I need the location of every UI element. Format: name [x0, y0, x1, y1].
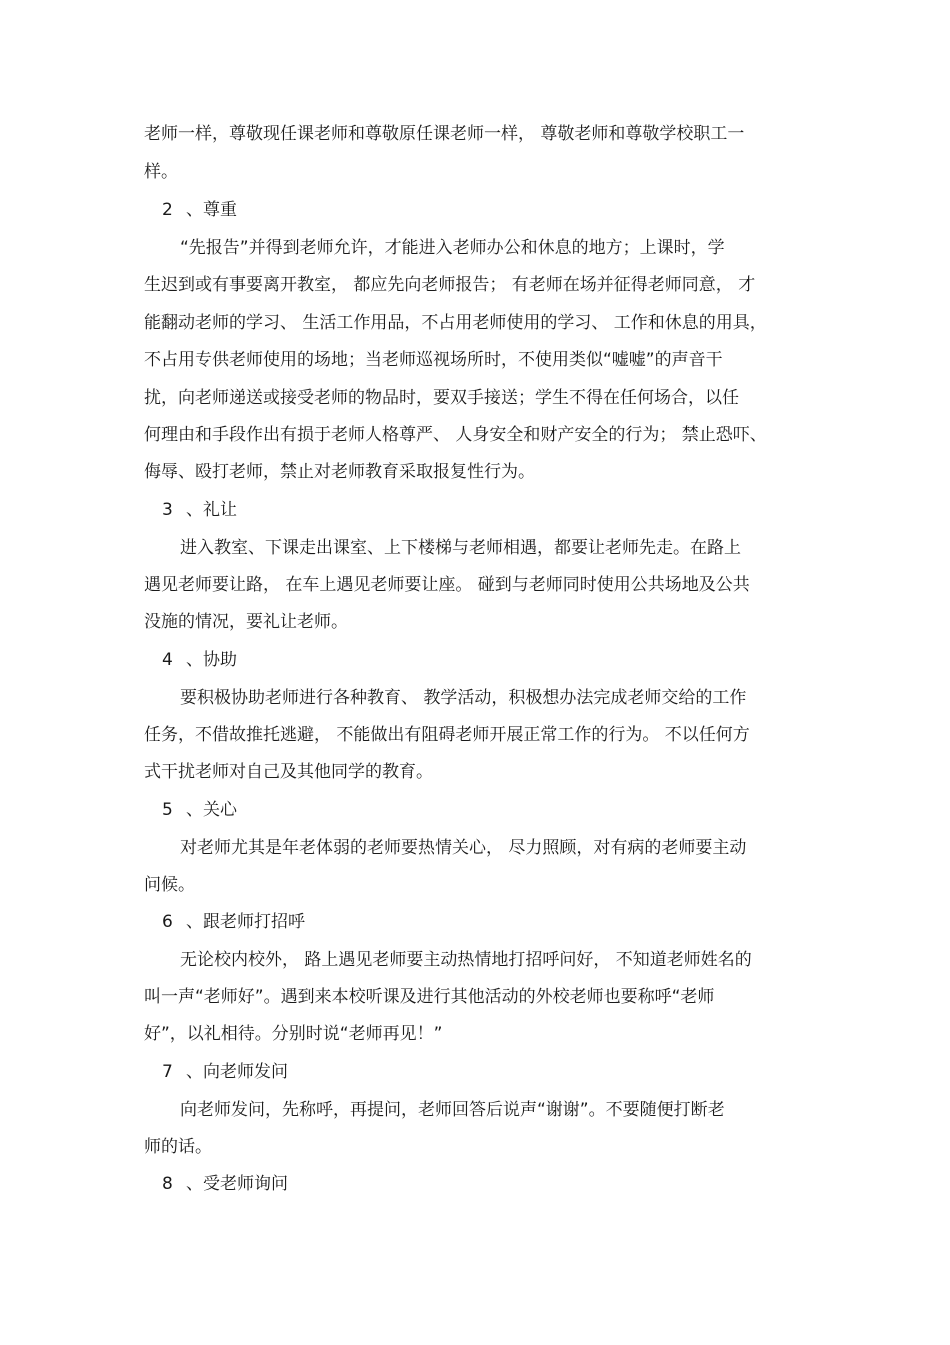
paragraph-line: 叫一声“老师好”。遇到来本校听课及进行其他活动的外校老师也要称呼“老师: [144, 987, 715, 1007]
paragraph-line: 样。: [144, 162, 178, 182]
section-title: 、向老师发问: [186, 1062, 288, 1082]
section-heading-7: [162, 1061, 828, 1083]
paragraph-line: 对老师尤其是年老体弱的老师要热情关心， 尽力照顾，对有病的老师要主动: [180, 838, 747, 858]
section-title: 、尊重: [186, 200, 237, 220]
paragraph-line: 何理由和手段作出有损于老师人格尊严、 人身安全和财产安全的行为； 禁止恐吓、: [144, 425, 767, 445]
paragraph-line: 能翻动老师的学习、 生活工作用品，不占用老师使用的学习、 工作和休息的用具，: [144, 313, 767, 333]
section-heading-5: [162, 799, 828, 821]
section-number: 8: [162, 1174, 173, 1194]
section-title: 、受老师询问: [186, 1174, 288, 1194]
paragraph-line: 进入教室、下课走出课室、上下楼梯与老师相遇，都要让老师先走。在路上: [180, 538, 741, 558]
paragraph-line: 老师一样，尊敬现任课老师和尊敬原任课老师一样， 尊敬老师和尊敬学校职工一: [144, 124, 745, 144]
paragraph-line: 没施的情况，要礼让老师。: [144, 612, 348, 632]
paragraph-line: “先报告”并得到老师允许，才能进入老师办公和休息的地方；上课时，学: [180, 238, 725, 258]
section-heading-8: [162, 1173, 828, 1195]
section-number: 6: [162, 912, 173, 932]
section-number: 7: [162, 1062, 173, 1082]
section-number: 3: [162, 500, 173, 520]
paragraph-line: 侮辱、殴打老师，禁止对老师教育采取报复性行为。: [144, 462, 535, 482]
section-number: 2: [162, 200, 173, 220]
paragraph-line: 遇见老师要让路， 在车上遇见老师要让座。 碰到与老师同时使用公共场地及公共: [144, 575, 750, 595]
section-heading-4: [162, 649, 828, 671]
section-title: 、协助: [186, 650, 237, 670]
paragraph-line: 无论校内校外， 路上遇见老师要主动热情地打招呼问好， 不知道老师姓名的: [180, 950, 752, 970]
paragraph-line: 不占用专供老师使用的场地；当老师巡视场所时，不使用类似“嘘嘘”的声音干: [144, 350, 723, 370]
section-title: 、关心: [186, 800, 237, 820]
paragraph-line: 问候。: [144, 875, 195, 895]
paragraph-line: 式干扰老师对自己及其他同学的教育。: [144, 762, 433, 782]
section-heading-2: [162, 199, 828, 221]
section-title: 、跟老师打招呼: [186, 912, 305, 932]
section-heading-6: [162, 911, 828, 933]
paragraph-line: 好”，以礼相待。分别时说“老师再见！”: [144, 1024, 443, 1044]
section-number: 5: [162, 800, 173, 820]
paragraph-line: 要积极协助老师进行各种教育、 教学活动，积极想办法完成老师交给的工作: [180, 688, 747, 708]
paragraph-line: 生迟到或有事要离开教室， 都应先向老师报告； 有老师在场并征得老师同意， 才: [144, 275, 756, 295]
paragraph-line: 任务，不借故推托逃避， 不能做出有阻碍老师开展正常工作的行为。 不以任何方: [144, 725, 750, 745]
paragraph-line: 扰，向老师递送或接受老师的物品时，要双手接送；学生不得在任何场合，以任: [144, 388, 739, 408]
section-heading-3: [162, 499, 828, 521]
paragraph-line: 向老师发问，先称呼，再提问，老师回答后说声“谢谢”。不要随便打断老: [180, 1100, 725, 1120]
section-title: 、礼让: [186, 500, 237, 520]
section-number: 4: [162, 650, 173, 670]
paragraph-line: 师的话。: [144, 1137, 212, 1157]
